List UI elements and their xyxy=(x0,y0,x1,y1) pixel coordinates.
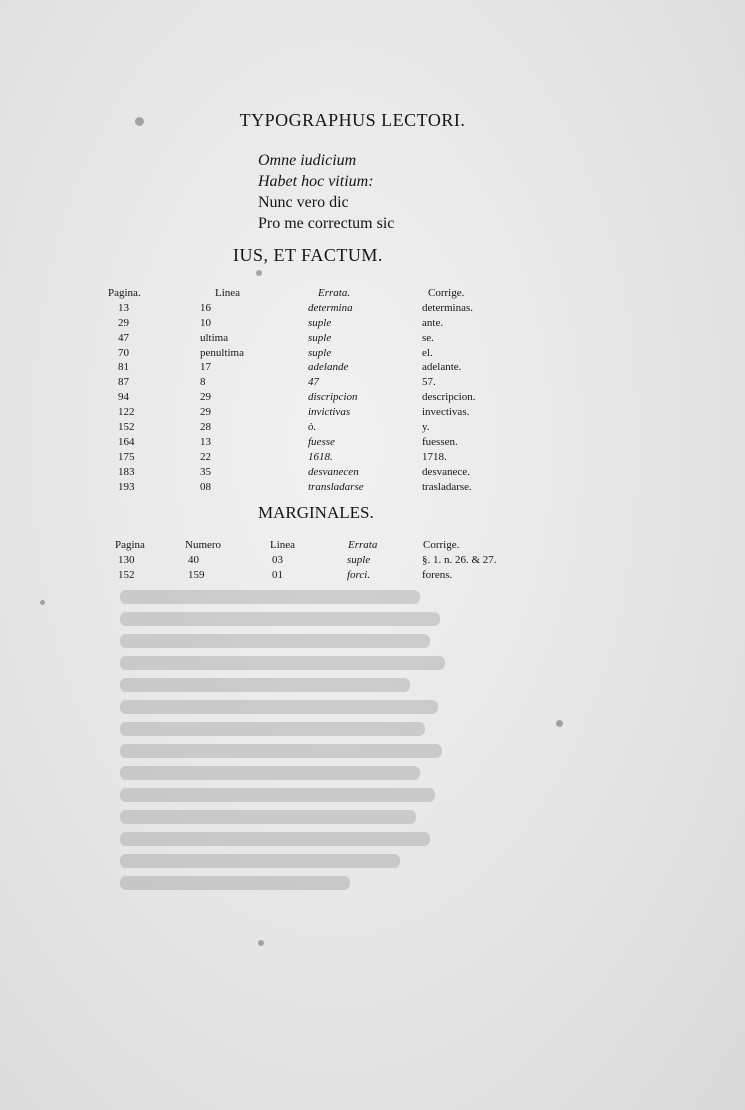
header-errata: Errata xyxy=(348,539,378,551)
cell-corrige: ante. xyxy=(422,316,444,329)
cell-corrige: 1718. xyxy=(422,450,447,463)
table-row xyxy=(100,450,520,465)
cell-linea: 29 xyxy=(200,406,211,419)
cell-pagina: 13 xyxy=(118,301,129,314)
cell-linea: 16 xyxy=(200,301,211,314)
cell-linea: 22 xyxy=(200,450,211,463)
cell-corrige: se. xyxy=(422,331,434,344)
cell-linea: 01 xyxy=(272,568,283,581)
cell-corrige: determinas. xyxy=(422,301,474,314)
cell-pagina: 87 xyxy=(118,376,129,389)
cell-pagina: 152 xyxy=(118,568,135,581)
cell-pagina: 152 xyxy=(118,421,135,434)
header-numero: Numero xyxy=(185,539,222,551)
cell-errata: suple xyxy=(308,316,332,329)
table-row xyxy=(100,301,520,316)
cell-pagina: 47 xyxy=(118,331,129,344)
cell-errata: transladarse xyxy=(308,480,364,493)
table-row xyxy=(100,480,520,495)
table-row xyxy=(100,390,520,405)
cell-pagina: 193 xyxy=(118,480,135,493)
header-corrige: Corrige. xyxy=(423,539,460,551)
cell-pagina: 130 xyxy=(118,553,135,566)
poem xyxy=(258,150,394,234)
header-pagina: Pagina xyxy=(115,539,145,551)
ink-spot xyxy=(556,720,563,727)
cell-numero: 40 xyxy=(188,553,199,566)
cell-linea: ultima xyxy=(200,331,229,344)
table-row xyxy=(100,465,520,480)
cell-corrige: el. xyxy=(422,346,433,359)
section-heading-ius-et-factum: IUS, ET FACTUM. xyxy=(233,245,383,265)
cell-errata: forci. xyxy=(347,568,371,581)
cell-errata: suple xyxy=(308,346,332,359)
cell-linea: 17 xyxy=(200,361,211,374)
errata-body xyxy=(100,301,520,495)
cell-linea: 35 xyxy=(200,465,211,478)
cell-errata: invictivas xyxy=(308,406,351,419)
cell-errata: suple xyxy=(347,553,371,566)
cell-corrige: fuessen. xyxy=(422,435,458,448)
table-row xyxy=(100,331,520,346)
table-row xyxy=(100,375,520,390)
cell-errata: adelande xyxy=(308,361,349,374)
marginal-body xyxy=(115,553,535,583)
table-row xyxy=(100,360,520,375)
poem-line: Omne iudicium xyxy=(258,152,357,169)
cell-corrige: descripcion. xyxy=(422,391,476,404)
cell-pagina: 164 xyxy=(118,435,135,448)
cell-errata: desvanecen xyxy=(308,465,359,478)
cell-linea: 8 xyxy=(200,376,206,389)
ink-spot xyxy=(256,270,262,276)
page-title-text: TYPOGRAPHUS LECTORI. xyxy=(239,110,466,130)
table-row xyxy=(100,316,520,331)
page-title xyxy=(0,110,745,131)
table-row xyxy=(115,568,535,583)
cell-errata: fuesse xyxy=(308,435,335,448)
cell-corrige: adelante. xyxy=(422,361,462,374)
cell-pagina: 183 xyxy=(118,465,135,478)
cell-linea: 03 xyxy=(272,553,283,566)
cell-pagina: 94 xyxy=(118,391,129,404)
table-row xyxy=(100,405,520,420)
cell-linea: 28 xyxy=(200,421,211,434)
cell-corrige: trasladarse. xyxy=(422,480,472,493)
ink-spot xyxy=(258,940,264,946)
cell-errata: ò. xyxy=(308,421,317,434)
cell-linea: 13 xyxy=(200,435,211,448)
cell-errata: 1618. xyxy=(308,450,333,463)
header-pagina: Pagina. xyxy=(108,287,141,299)
cell-pagina: 175 xyxy=(118,450,135,463)
table-row xyxy=(115,553,535,568)
header-linea: Linea xyxy=(270,539,296,551)
cell-linea: 10 xyxy=(200,316,211,329)
cell-pagina: 122 xyxy=(118,406,135,419)
poem-line: Habet hoc vitium: xyxy=(258,173,374,190)
header-errata: Errata. xyxy=(318,287,351,299)
table-row xyxy=(100,435,520,450)
marginal-header-row xyxy=(115,538,535,553)
cell-corrige: invectivas. xyxy=(422,406,470,419)
poem-line: Nunc vero dic xyxy=(258,194,349,211)
cell-errata: determina xyxy=(308,301,353,314)
poem-line: Pro me correctum sic xyxy=(258,215,395,232)
header-corrige: Corrige. xyxy=(428,287,465,299)
table-row xyxy=(100,346,520,361)
ink-spot xyxy=(40,600,45,605)
cell-linea: 29 xyxy=(200,391,211,404)
errata-table xyxy=(100,286,520,494)
cell-corrige: 57. xyxy=(422,376,436,389)
header-linea: Linea xyxy=(215,287,241,299)
cell-errata: discripcion xyxy=(308,391,358,404)
cell-errata: suple xyxy=(308,331,332,344)
show-through-text xyxy=(120,590,450,960)
cell-pagina: 29 xyxy=(118,316,129,329)
cell-numero: 159 xyxy=(188,568,205,581)
section-heading-marginales: MARGINALES. xyxy=(258,503,374,522)
errata-header-row xyxy=(100,286,520,301)
cell-corrige: forens. xyxy=(422,568,453,581)
table-row xyxy=(100,420,520,435)
cell-pagina: 70 xyxy=(118,346,129,359)
cell-linea: penultima xyxy=(200,346,244,359)
cell-pagina: 81 xyxy=(118,361,129,374)
cell-corrige: desvanece. xyxy=(422,465,470,478)
cell-errata: 47 xyxy=(308,376,319,389)
cell-corrige: §. 1. n. 26. & 27. xyxy=(422,553,497,566)
cell-corrige: y. xyxy=(422,421,430,434)
marginal-table xyxy=(115,538,535,583)
cell-linea: 08 xyxy=(200,480,211,493)
